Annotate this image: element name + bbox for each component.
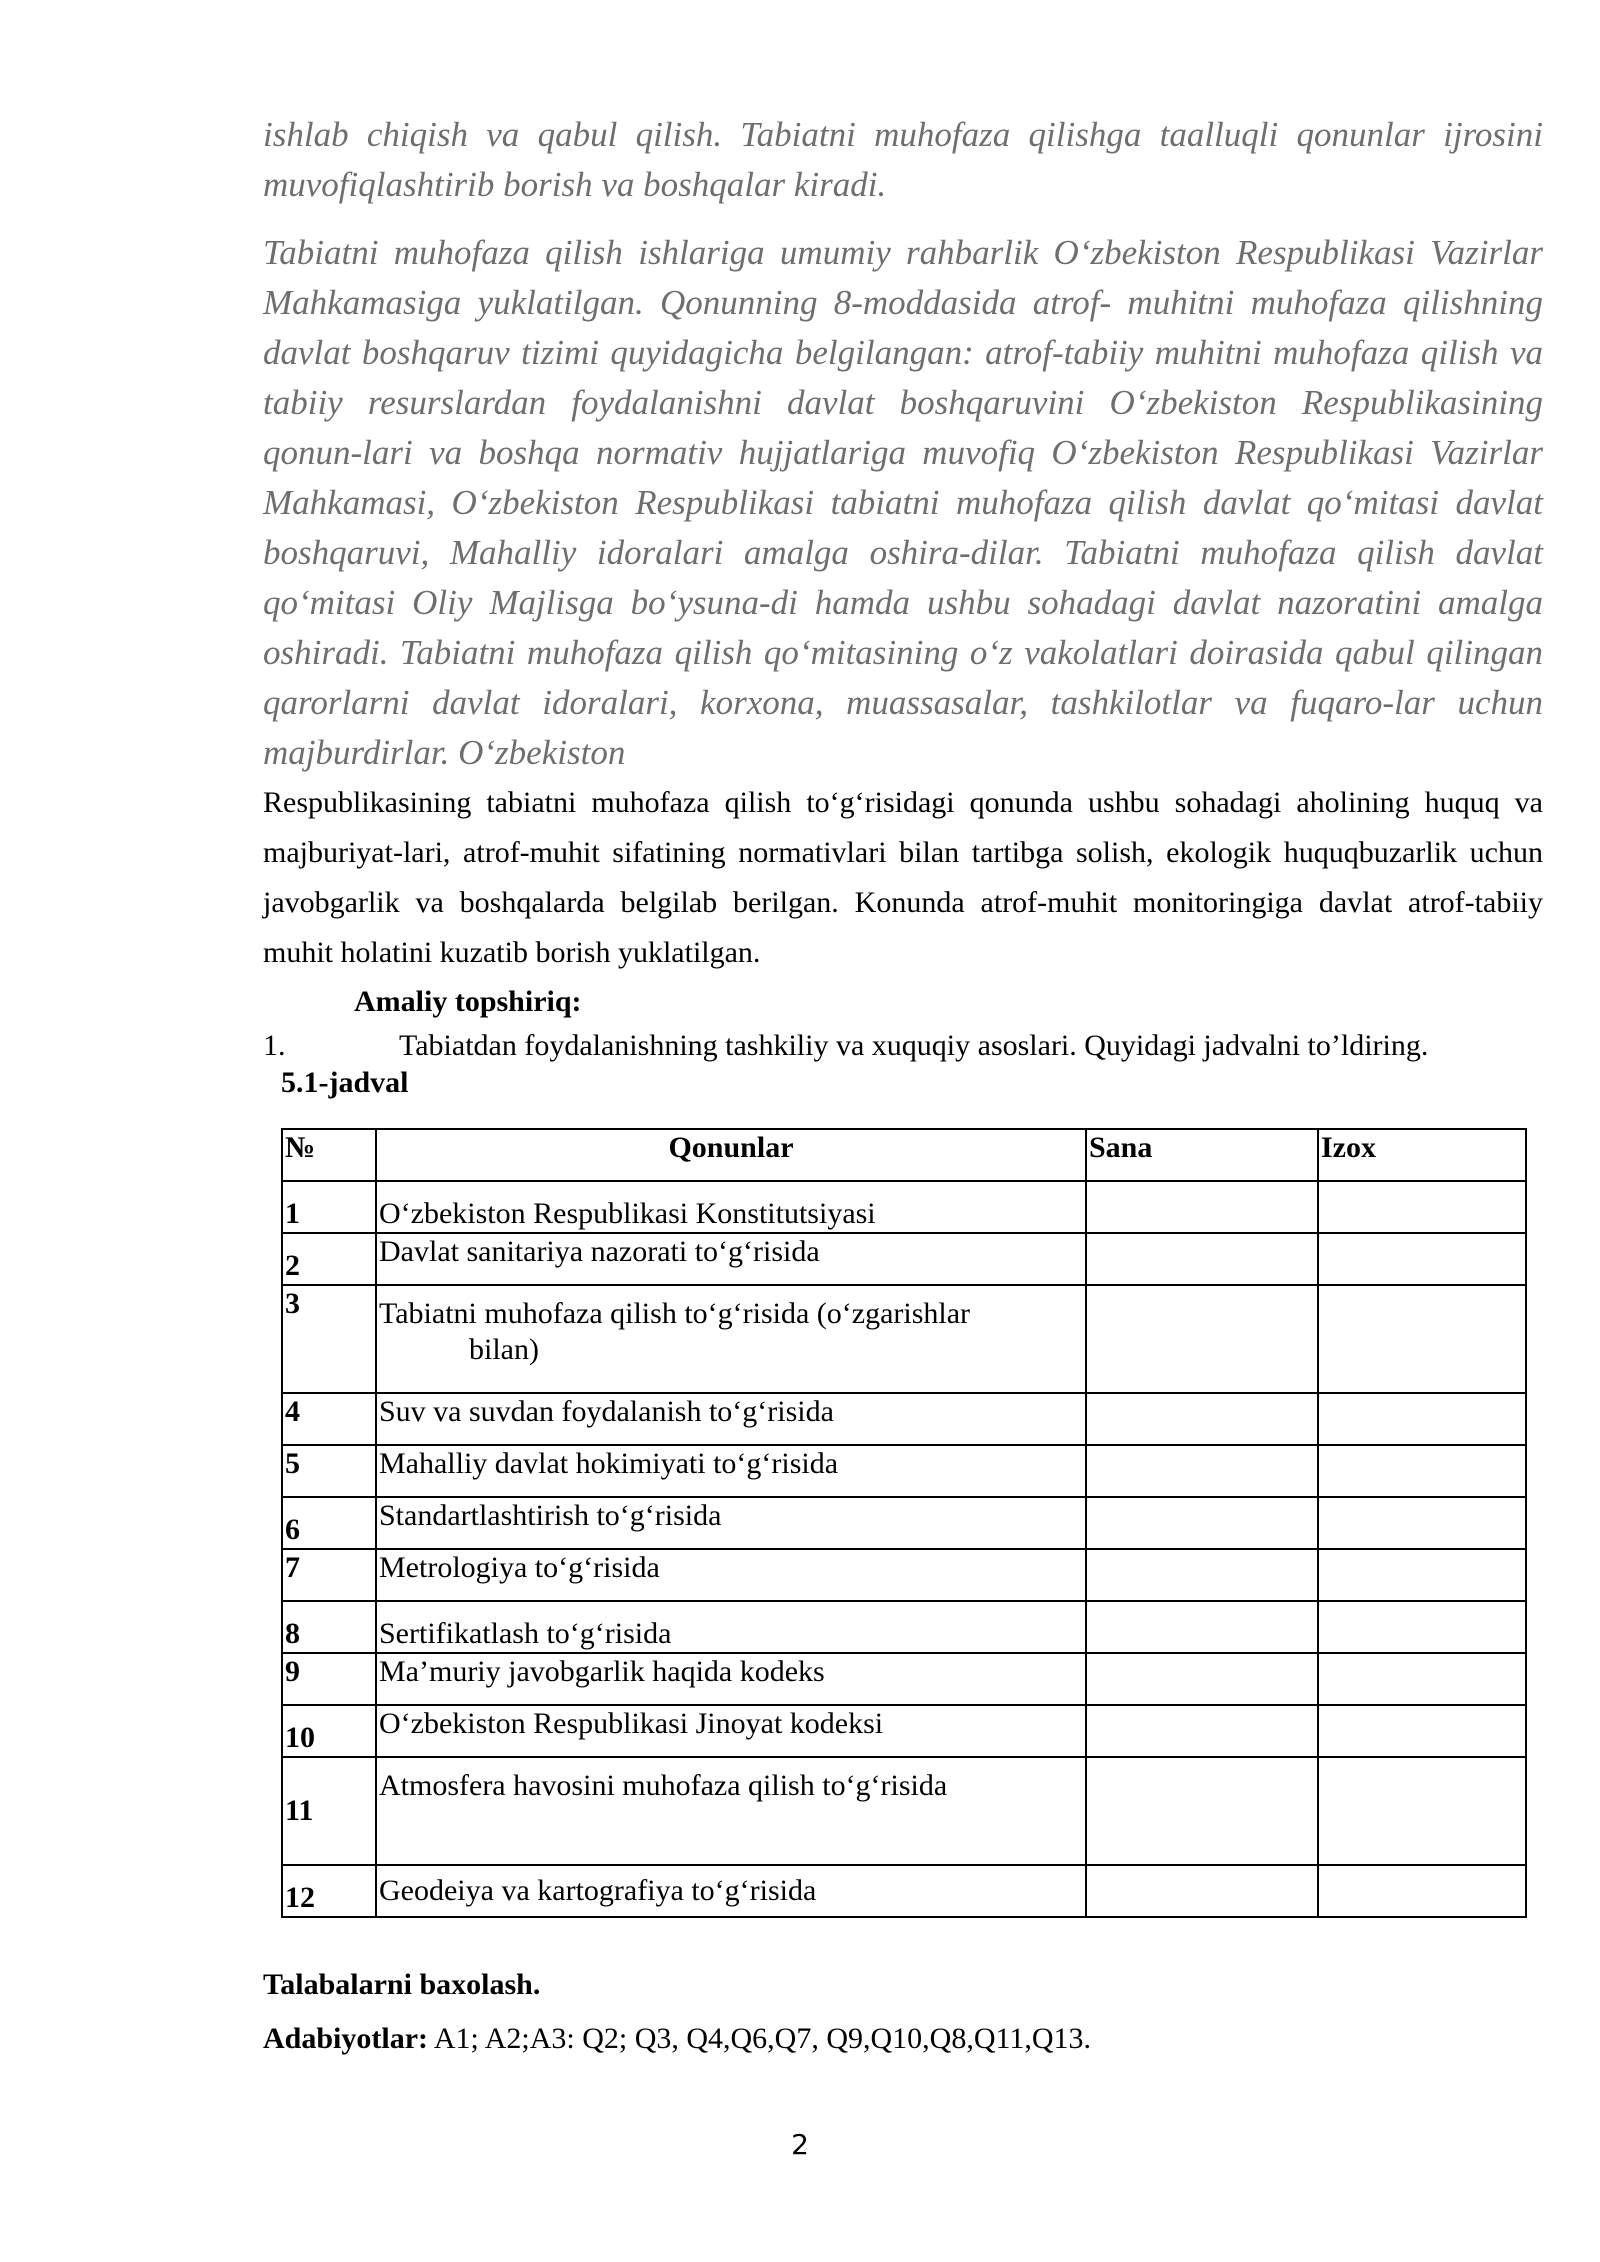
row-number: 9 — [282, 1653, 376, 1705]
table-row — [282, 1393, 1526, 1445]
note-cell[interactable] — [1318, 1601, 1526, 1653]
date-cell[interactable] — [1086, 1497, 1318, 1549]
row-law: Tabiatni muhofaza qilish to‘g‘risida (o‘zgarishlar — [379, 1297, 971, 1330]
date-cell[interactable] — [1086, 1549, 1318, 1601]
row-law: Suv va suvdan foydalanish to‘g‘risida — [376, 1393, 1086, 1445]
header-no: № — [282, 1129, 376, 1181]
header-date: Sana — [1086, 1129, 1318, 1181]
date-cell[interactable] — [1086, 1285, 1318, 1393]
row-number: 6 — [282, 1497, 376, 1549]
row-number: 1 — [282, 1181, 376, 1233]
row-number: 3 — [282, 1285, 376, 1393]
table-row — [282, 1865, 1526, 1917]
body-paragraph: Respublikasining tabiatni muhofaza qilish to‘g‘risidagi qonunda ushbu sohadagi aholining huquq va majburiyat-lari, atrof-muhit sifatining normativlari bilan tartibga solish, ekologik huquqbuzarlik uchun javobgarlik va boshqalarda belgilab berilgan. Konunda atrof-muhit monitoringiga davlat atrof-tabiiy muhit holatini kuzatib borish yuklatilgan. — [263, 786, 1543, 969]
date-cell[interactable] — [1086, 1393, 1318, 1445]
intro-paragraph-1: ishlab chiqish va qabul qilish. Tabiatni muhofaza qilishga taalluqli qonunlar ijrosini muvofiqlashtirib borish va boshqalar kiradi. — [263, 115, 1543, 204]
table-header-row — [282, 1129, 1526, 1181]
note-cell[interactable] — [1318, 1757, 1526, 1865]
row-law-cell — [376, 1285, 1086, 1393]
row-number: 4 — [282, 1393, 376, 1445]
row-law: Geodeiya va kartografiya to‘g‘risida — [376, 1865, 1086, 1917]
footer-section — [263, 1958, 1543, 2066]
note-cell[interactable] — [1318, 1705, 1526, 1757]
literature-line — [263, 2012, 1543, 2066]
row-law: Standartlashtirish to‘g‘risida — [376, 1497, 1086, 1549]
table-row — [282, 1445, 1526, 1497]
note-cell[interactable] — [1318, 1549, 1526, 1601]
row-number: 11 — [282, 1757, 376, 1865]
table-caption: 5.1-jadval — [281, 1066, 409, 1099]
note-cell[interactable] — [1318, 1233, 1526, 1285]
note-cell[interactable] — [1318, 1865, 1526, 1917]
date-cell[interactable] — [1086, 1445, 1318, 1497]
task-item — [263, 1024, 1543, 1068]
note-cell[interactable] — [1318, 1285, 1526, 1393]
laws-table — [281, 1128, 1527, 1918]
row-law: O‘zbekiston Respublikasi Konstitutsiyasi — [376, 1181, 1086, 1233]
header-laws: Qonunlar — [376, 1129, 1086, 1181]
note-cell[interactable] — [1318, 1393, 1526, 1445]
date-cell[interactable] — [1086, 1865, 1318, 1917]
literature-text: A1; A2;A3: Q2; Q3, Q4,Q6,Q7, Q9,Q10,Q8,Q11,Q13. — [428, 2022, 1092, 2055]
table-row — [282, 1181, 1526, 1233]
note-cell[interactable] — [1318, 1497, 1526, 1549]
date-cell[interactable] — [1086, 1181, 1318, 1233]
row-law: Mahalliy davlat hokimiyati to‘g‘risida — [376, 1445, 1086, 1497]
note-cell[interactable] — [1318, 1653, 1526, 1705]
row-law: Sertifikatlash to‘g‘risida — [376, 1601, 1086, 1653]
date-cell[interactable] — [1086, 1653, 1318, 1705]
row-number: 10 — [282, 1705, 376, 1757]
table-row — [282, 1497, 1526, 1549]
table-row — [282, 1601, 1526, 1653]
row-law: Davlat sanitariya nazorati to‘g‘risida — [376, 1233, 1086, 1285]
practical-heading: Amaliy topshiriq: — [354, 985, 582, 1018]
table-row — [282, 1705, 1526, 1757]
row-law: Atmosfera havosini muhofaza qilish to‘g‘risida — [376, 1757, 1086, 1865]
literature-label: Adabiyotlar: — [263, 2022, 428, 2055]
assessment-heading: Talabalarni baxolash. — [263, 1968, 541, 2001]
note-cell[interactable] — [1318, 1445, 1526, 1497]
row-number: 2 — [282, 1233, 376, 1285]
table-row — [282, 1233, 1526, 1285]
row-law: Metrologiya to‘g‘risida — [376, 1549, 1086, 1601]
row-law: O‘zbekiston Respublikasi Jinoyat kodeksi — [376, 1705, 1086, 1757]
table-row — [282, 1549, 1526, 1601]
date-cell[interactable] — [1086, 1705, 1318, 1757]
task-number: 1. — [263, 1029, 286, 1062]
row-law: Ma’muriy javobgarlik haqida kodeks — [376, 1653, 1086, 1705]
row-number: 12 — [282, 1865, 376, 1917]
note-cell[interactable] — [1318, 1181, 1526, 1233]
row-number: 8 — [282, 1601, 376, 1653]
task-text: Tabiatdan foydalanishning tashkiliy va xuquqiy asoslari. Quyidagi jadvalni to’ldiring. — [399, 1029, 1429, 1062]
table-row — [282, 1653, 1526, 1705]
row-law-continuation: bilan) — [469, 1333, 539, 1366]
table-row — [282, 1757, 1526, 1865]
page-content — [263, 110, 1543, 1098]
date-cell[interactable] — [1086, 1601, 1318, 1653]
date-cell[interactable] — [1086, 1757, 1318, 1865]
page-number: 2 — [791, 2128, 809, 2161]
table-row — [282, 1285, 1526, 1393]
row-number: 7 — [282, 1549, 376, 1601]
intro-paragraph-2: Tabiatni muhofaza qilish ishlariga umumiy rahbarlik O‘zbekiston Respublikasi Vazirlar Mahkamasiga yuklatilgan. Qonunning 8-moddasida atrof- muhitni muhofaza qilishning davlat boshqaruv tizimi quyidagicha belgilangan: atrof-tabiiy muhitni muhofaza qilish va tabiiy resurslardan foydalanishni davlat boshqaruvini O‘zbekiston Respublikasining qonun-lari va boshqa normativ hujjatlariga muvofiq O‘zbekiston Respublikasi Vazirlar Mahkamasi, O‘zbekiston Respublikasi tabiatni muhofaza qilish davlat qo‘mitasi davlat boshqaruvi, Mahalliy idoralari amalga oshira-dilar. Tabiatni muhofaza qilish davlat qo‘mitasi Oliy Majlisga bo‘ysuna-di hamda ushbu sohadagi davlat nazoratini amalga oshiradi. Tabiatni muhofaza qilish qo‘mitasining o‘z vakolatlari doirasida qabul qilingan qarorlarni davlat idoralari, korxona, muassasalar, tashkilotlar va fuqaro-lar uchun majburdirlar. O‘zbekiston — [263, 233, 1543, 772]
date-cell[interactable] — [1086, 1233, 1318, 1285]
header-note: Izox — [1318, 1129, 1526, 1181]
row-number: 5 — [282, 1445, 376, 1497]
